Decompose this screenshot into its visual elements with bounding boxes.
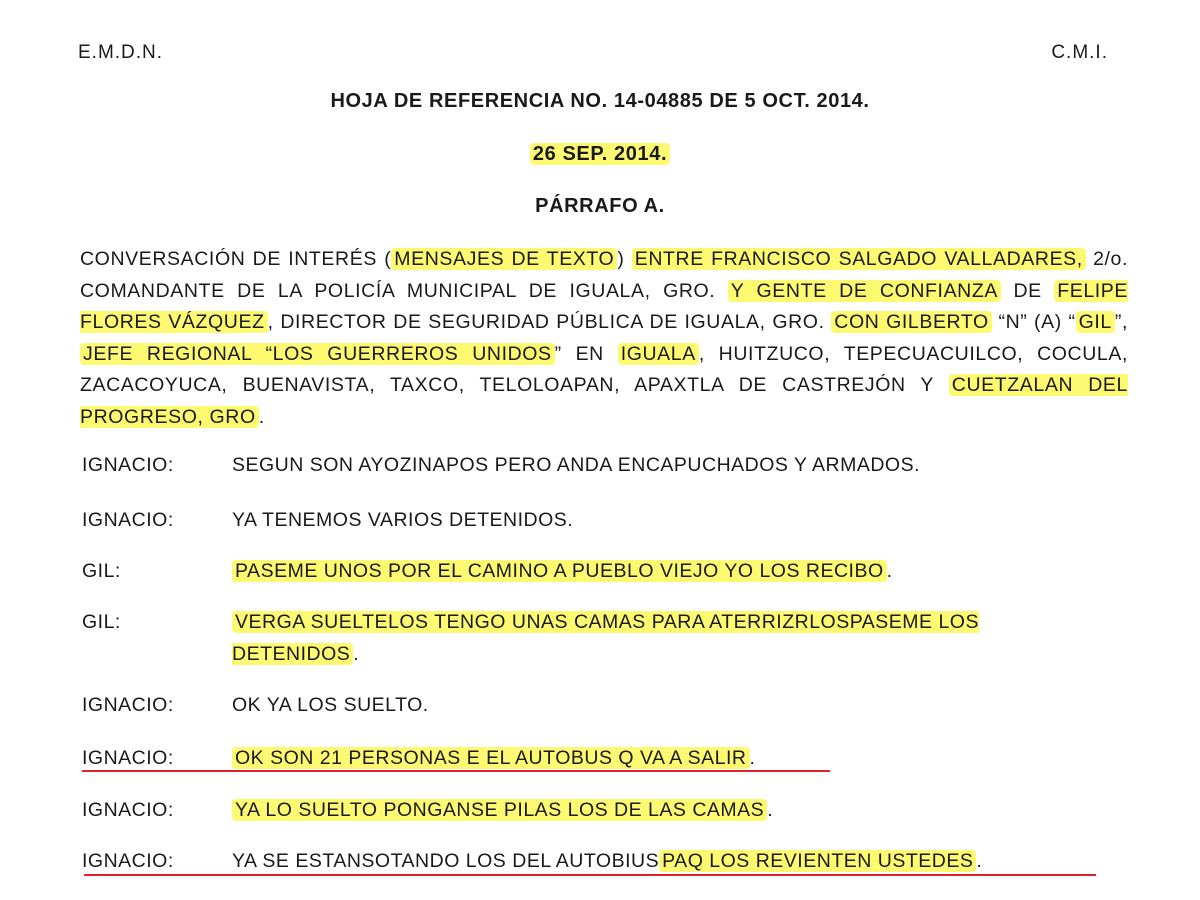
message-text: [232, 450, 1112, 480]
intro-highlight: Y GENTE DE CONFIANZA: [728, 280, 1001, 302]
document-title: HOJA DE REFERENCIA NO. 14-04885 DE 5 OCT. 2014.: [330, 90, 870, 112]
message-text: [232, 690, 1112, 720]
message-text: [232, 505, 1112, 535]
intro-highlight: CON GILBERTO: [831, 311, 992, 333]
header-left-code: E.M.D.N.: [78, 42, 164, 63]
message-text: [232, 606, 1092, 670]
speaker-label: IGNACIO:: [82, 850, 174, 872]
speaker-label: IGNACIO:: [82, 747, 174, 769]
message-highlight: VERGA SUELTELOS TENGO UNAS CAMAS PARA ATERRIZRLOSPASEME LOS DETENIDOS: [232, 611, 979, 665]
intro-highlight: FELIPE FLORES VÁZQUEZ: [80, 279, 1128, 333]
speaker-label: IGNACIO:: [82, 799, 174, 821]
intro-text: , HUITZUCO, TEPECUACUILCO, COCULA, ZACACOYUCA, BUENAVISTA, TAXCO, TELOLOAPAN, APAXTLA DE CASTREJÓN Y: [80, 342, 1128, 396]
intro-text: ): [617, 248, 632, 270]
speaker-label: GIL:: [82, 611, 121, 633]
message-highlight: YA LO SUELTO PONGANSE PILAS LOS DE LAS CAMAS: [232, 799, 767, 821]
message-tail: .: [886, 560, 893, 582]
message-tail: .: [976, 850, 983, 872]
red-underline: [82, 770, 830, 772]
message-text: [232, 743, 1112, 773]
document-date: [0, 143, 1200, 166]
intro-highlight: MENSAJES DE TEXTO: [391, 248, 617, 270]
message-tail: .: [749, 747, 756, 769]
message-text: [232, 556, 1112, 586]
paragraph-heading: PÁRRAFO A.: [535, 195, 665, 217]
intro-paragraph: [80, 244, 1128, 433]
intro-highlight: IGUALA: [618, 343, 699, 365]
message-highlight: PASEME UNOS POR EL CAMINO A PUEBLO VIEJO YO LOS RECIBO: [232, 560, 887, 582]
intro-text: “N” (A) “: [991, 311, 1076, 333]
message-tail: .: [767, 799, 774, 821]
message-plain: OK YA LOS SUELTO.: [232, 694, 429, 716]
intro-text: DE: [1000, 279, 1055, 302]
header-right-code: C.M.I.: [1051, 42, 1108, 63]
speaker-label: IGNACIO:: [82, 454, 174, 476]
message-plain: YA TENEMOS VARIOS DETENIDOS.: [232, 509, 574, 531]
intro-text: .: [258, 405, 265, 428]
intro-text: CONVERSACIÓN DE INTERÉS (: [80, 248, 392, 270]
red-underline: [84, 874, 1096, 876]
speaker-label: GIL:: [82, 560, 121, 582]
intro-text: , DIRECTOR DE SEGURIDAD PÚBLICA DE IGUALA, GRO.: [267, 311, 832, 333]
speaker-label: IGNACIO:: [82, 509, 174, 531]
message-highlight: PAQ LOS REVIENTEN USTEDES: [659, 850, 976, 872]
intro-text: 2/o. COMANDANTE DE LA POLICÍA MUNICIPAL DE IGUALA, GRO.: [80, 248, 1129, 302]
message-highlight: OK SON 21 PERSONAS E EL AUTOBUS Q VA A SALIR: [232, 747, 750, 769]
intro-highlight: GIL: [1076, 311, 1115, 333]
speaker-label: IGNACIO:: [82, 694, 174, 716]
message-plain: YA SE ESTANSOTANDO LOS DEL AUTOBIUS: [232, 850, 660, 872]
date-highlight: 26 SEP. 2014.: [530, 143, 670, 165]
intro-highlight: CUETZALAN DEL PROGRESO, GRO: [80, 374, 1128, 428]
intro-highlight: JEFE REGIONAL “LOS GUERREROS UNIDOS: [80, 343, 555, 365]
intro-text: ”,: [1114, 311, 1128, 333]
message-plain: SEGUN SON AYOZINAPOS PERO ANDA ENCAPUCHADOS Y ARMADOS.: [232, 454, 921, 476]
message-text: [232, 846, 1112, 876]
intro-text: ” EN: [554, 342, 618, 365]
message-tail: .: [353, 643, 360, 665]
message-text: [232, 795, 1112, 825]
intro-highlight: ENTRE FRANCISCO SALGADO VALLADARES,: [632, 248, 1086, 270]
